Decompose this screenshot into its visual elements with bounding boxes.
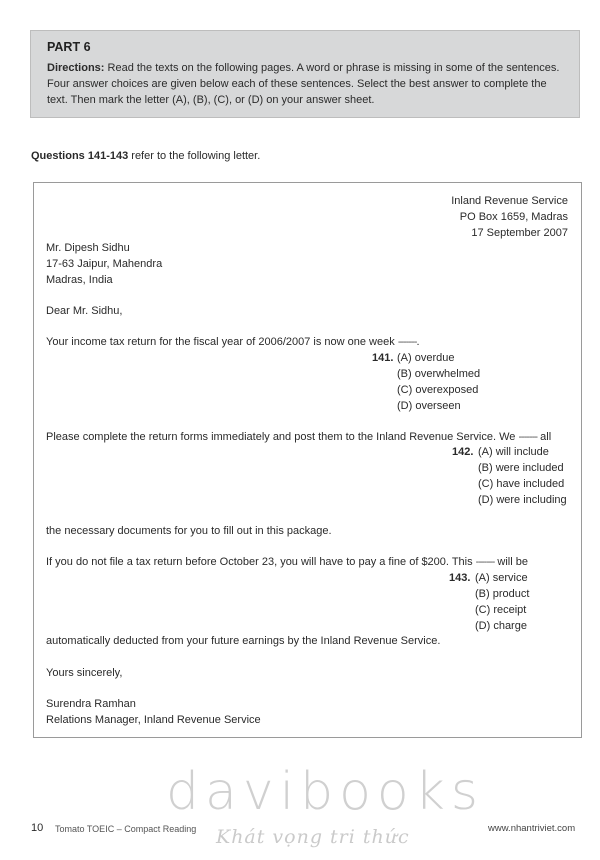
- directions-text: [47, 60, 569, 108]
- questions-range: Questions 141-143: [31, 150, 129, 162]
- q143-option-d: (D) charge: [475, 620, 527, 632]
- q142-option-c: (C) have included: [478, 478, 565, 490]
- q142-option-a: (A) will include: [478, 446, 549, 458]
- blank-142: -------: [518, 431, 538, 443]
- watermark-logo: davibooks: [166, 762, 484, 822]
- question-141-number: 141.: [372, 352, 394, 364]
- q142-option-d: (D) were including: [478, 494, 567, 506]
- q141-option-c: (C) overexposed: [397, 384, 479, 396]
- q143-option-c: (C) receipt: [475, 604, 527, 616]
- footer-url: www.nhantriviet.com: [488, 823, 576, 834]
- closing: Yours sincerely,: [46, 667, 123, 679]
- directions-line-2: Four answer choices are given below each of these sentences. Select the best answer to complete the: [47, 78, 547, 90]
- q141-option-b: (B) overwhelmed: [397, 368, 481, 380]
- paragraph-1-text: Your income tax return for the fiscal year of 2006/2007 is now one week: [46, 336, 395, 348]
- sender-address: PO Box 1659, Madras: [459, 211, 568, 223]
- question-143-number: 143.: [449, 572, 471, 584]
- signature-name: Surendra Ramhan: [46, 698, 136, 710]
- letter-date: 17 September 2007: [471, 227, 568, 239]
- salutation: Dear Mr. Sidhu,: [46, 305, 123, 317]
- part-title: PART 6: [47, 40, 91, 54]
- blank-141: -------: [397, 336, 417, 348]
- paragraph-2-continued: the necessary documents for you to fill out in this package.: [46, 525, 332, 537]
- recipient-city: Madras, India: [46, 274, 113, 286]
- paragraph-2-text: Please complete the return forms immediately and post them to the Inland Revenue Service. We: [46, 431, 516, 443]
- paragraph-1: [46, 335, 420, 349]
- q142-option-b: (B) were included: [478, 462, 564, 474]
- paragraph-2: [46, 430, 551, 444]
- paragraph-3-text: If you do not file a tax return before October 23, you will have to pay a fine of $200. This: [46, 556, 473, 568]
- watermark-slogan: Khát vọng tri thức: [216, 826, 410, 848]
- questions-intro-text: refer to the following letter.: [128, 150, 261, 162]
- paragraph-3-continued: automatically deducted from your future earnings by the Inland Revenue Service.: [46, 635, 441, 647]
- question-142-number: 142.: [452, 446, 474, 458]
- paragraph-2-end: all: [540, 431, 552, 443]
- book-title: Tomato TOEIC – Compact Reading: [55, 824, 197, 834]
- recipient-name: Mr. Dipesh Sidhu: [46, 242, 130, 254]
- paragraph-1-end: .: [416, 336, 420, 348]
- sender-name: Inland Revenue Service: [451, 195, 568, 207]
- q141-option-d: (D) overseen: [397, 400, 461, 412]
- questions-intro: [31, 150, 260, 162]
- directions-line-3: text. Then mark the letter (A), (B), (C), or (D) on your answer sheet.: [47, 94, 375, 106]
- blank-143: -------: [475, 556, 495, 568]
- signature-title: Relations Manager, Inland Revenue Service: [46, 714, 261, 726]
- page-number: 10: [31, 822, 44, 834]
- directions-box: [30, 30, 580, 118]
- q143-option-b: (B) product: [475, 588, 530, 600]
- directions-line-1: Read the texts on the following pages. A word or phrase is missing in some of the sentences.: [104, 62, 560, 74]
- paragraph-3-end: will be: [497, 556, 528, 568]
- q143-option-a: (A) service: [475, 572, 528, 584]
- directions-label: Directions:: [47, 62, 105, 74]
- paragraph-3: [46, 555, 528, 569]
- recipient-street: 17-63 Jaipur, Mahendra: [46, 258, 163, 270]
- q141-option-a: (A) overdue: [397, 352, 455, 364]
